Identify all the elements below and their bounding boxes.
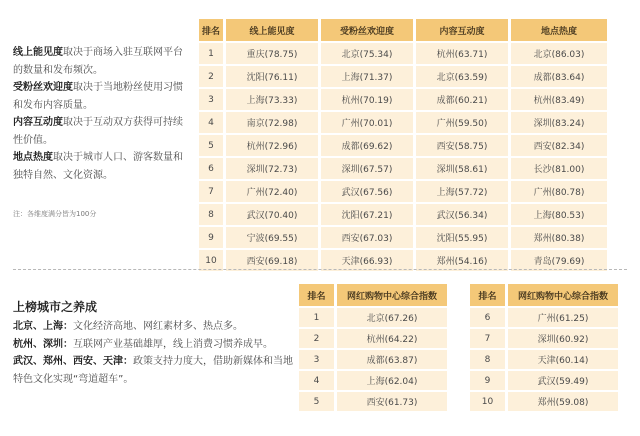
rank-cell: 1 bbox=[299, 308, 334, 327]
table-row bbox=[199, 89, 607, 110]
city-formation-description bbox=[13, 318, 298, 388]
table-cell: 上海(80.53) bbox=[511, 204, 607, 225]
table-cell: 深圳(83.24) bbox=[511, 112, 607, 133]
table-cell: 天津(60.14) bbox=[508, 350, 618, 369]
table-row bbox=[470, 392, 618, 411]
table-row bbox=[199, 112, 607, 133]
rank-cell: 9 bbox=[199, 227, 223, 248]
table-cell: 郑州(54.16) bbox=[416, 250, 508, 271]
table-cell: 北京(63.59) bbox=[416, 66, 508, 87]
table-cell: 西安(58.75) bbox=[416, 135, 508, 156]
table-cell: 重庆(78.75) bbox=[226, 43, 318, 64]
table-row bbox=[299, 308, 447, 327]
rank-cell: 4 bbox=[299, 371, 334, 390]
rank-cell: 8 bbox=[199, 204, 223, 225]
table-cell: 青岛(79.69) bbox=[511, 250, 607, 271]
definition-online-visibility: 线上能见度取决于商场入驻互联网平台的数量和发布频次。 bbox=[13, 47, 183, 76]
table-row bbox=[470, 350, 618, 369]
dimension-ranking-table bbox=[196, 17, 610, 273]
rank-cell: 5 bbox=[299, 392, 334, 411]
table-row bbox=[199, 227, 607, 248]
header-location-heat: 地点热度 bbox=[511, 19, 607, 41]
table-row bbox=[299, 329, 447, 348]
header-mall-index: 网红购物中心综合指数 bbox=[508, 284, 618, 306]
rank-cell: 4 bbox=[199, 112, 223, 133]
table-cell: 杭州(72.96) bbox=[226, 135, 318, 156]
table-cell: 武汉(59.49) bbox=[508, 371, 618, 390]
table-row bbox=[199, 204, 607, 225]
table-row bbox=[299, 392, 447, 411]
table-row bbox=[470, 308, 618, 327]
table-row bbox=[199, 181, 607, 202]
table-cell: 武汉(70.40) bbox=[226, 204, 318, 225]
rank-cell: 10 bbox=[470, 392, 505, 411]
table-cell: 广州(70.01) bbox=[321, 112, 413, 133]
table-cell: 沈阳(76.11) bbox=[226, 66, 318, 87]
rank-cell: 1 bbox=[199, 43, 223, 64]
header-content-interaction: 内容互动度 bbox=[416, 19, 508, 41]
rank-cell: 6 bbox=[199, 158, 223, 179]
table-header-row bbox=[299, 284, 447, 306]
table-cell: 深圳(58.61) bbox=[416, 158, 508, 179]
table-cell: 南京(72.98) bbox=[226, 112, 318, 133]
table-cell: 武汉(67.56) bbox=[321, 181, 413, 202]
header-rank: 排名 bbox=[299, 284, 334, 306]
table-row bbox=[199, 250, 607, 271]
table-row bbox=[470, 329, 618, 348]
table-row bbox=[199, 135, 607, 156]
table-cell: 天津(66.93) bbox=[321, 250, 413, 271]
definition-content-interaction: 内容互动度取决于互动双方获得可持续性价值。 bbox=[13, 117, 183, 146]
table-row bbox=[199, 66, 607, 87]
header-rank: 排名 bbox=[470, 284, 505, 306]
section-divider bbox=[13, 269, 627, 270]
dimension-definitions bbox=[13, 44, 191, 184]
table-cell: 广州(59.50) bbox=[416, 112, 508, 133]
table-cell: 上海(73.33) bbox=[226, 89, 318, 110]
table-cell: 西安(82.34) bbox=[511, 135, 607, 156]
city-group-wuhan-zhengzhou-xian-tianjin: 武汉、郑州、西安、天津：政策支持力度大，借助新媒体和当地特色文化实现“弯道超车”。 bbox=[13, 356, 293, 385]
table-cell: 西安(61.73) bbox=[337, 392, 447, 411]
table-cell: 杭州(70.19) bbox=[321, 89, 413, 110]
table-row bbox=[199, 158, 607, 179]
table-header-row bbox=[470, 284, 618, 306]
rank-cell: 7 bbox=[470, 329, 505, 348]
table-cell: 深圳(60.92) bbox=[508, 329, 618, 348]
rank-cell: 3 bbox=[299, 350, 334, 369]
table-cell: 郑州(59.08) bbox=[508, 392, 618, 411]
section-title: 上榜城市之养成 bbox=[13, 300, 98, 314]
table-cell: 宁波(69.55) bbox=[226, 227, 318, 248]
table-cell: 成都(63.87) bbox=[337, 350, 447, 369]
table-cell: 杭州(83.49) bbox=[511, 89, 607, 110]
table-cell: 成都(69.62) bbox=[321, 135, 413, 156]
table-cell: 郑州(80.38) bbox=[511, 227, 607, 248]
score-note: 注：各维度满分皆为100分 bbox=[13, 210, 97, 218]
header-online-visibility: 线上能见度 bbox=[226, 19, 318, 41]
table-cell: 西安(69.18) bbox=[226, 250, 318, 271]
table-cell: 广州(61.25) bbox=[508, 308, 618, 327]
header-fan-popularity: 受粉丝欢迎度 bbox=[321, 19, 413, 41]
city-group-hangzhou-shenzhen: 杭州、深圳：互联网产业基础雄厚，线上消费习惯养成早。 bbox=[13, 338, 273, 350]
table-header-row bbox=[199, 19, 607, 41]
table-cell: 成都(83.64) bbox=[511, 66, 607, 87]
table-cell: 深圳(67.57) bbox=[321, 158, 413, 179]
table-cell: 沈阳(55.95) bbox=[416, 227, 508, 248]
header-mall-index: 网红购物中心综合指数 bbox=[337, 284, 447, 306]
table-row bbox=[299, 350, 447, 369]
table-cell: 北京(67.26) bbox=[337, 308, 447, 327]
table-row bbox=[199, 43, 607, 64]
table-cell: 西安(67.03) bbox=[321, 227, 413, 248]
table-cell: 广州(72.40) bbox=[226, 181, 318, 202]
table-cell: 杭州(64.22) bbox=[337, 329, 447, 348]
table-cell: 武汉(56.34) bbox=[416, 204, 508, 225]
table-row bbox=[299, 371, 447, 390]
definition-location-heat: 地点热度取决于城市人口、游客数量和独特自然、文化资源。 bbox=[13, 152, 183, 181]
table-cell: 沈阳(67.21) bbox=[321, 204, 413, 225]
table-cell: 北京(86.03) bbox=[511, 43, 607, 64]
rank-cell: 8 bbox=[470, 350, 505, 369]
rank-cell: 9 bbox=[470, 371, 505, 390]
table-cell: 上海(57.72) bbox=[416, 181, 508, 202]
rank-cell: 2 bbox=[299, 329, 334, 348]
rank-cell: 3 bbox=[199, 89, 223, 110]
table-cell: 上海(62.04) bbox=[337, 371, 447, 390]
rank-cell: 6 bbox=[470, 308, 505, 327]
table-cell: 杭州(63.71) bbox=[416, 43, 508, 64]
header-rank: 排名 bbox=[199, 19, 223, 41]
city-group-beijing-shanghai: 北京、上海：文化经济高地、网红素材多、热点多。 bbox=[13, 321, 243, 332]
table-cell: 上海(71.37) bbox=[321, 66, 413, 87]
table-cell: 北京(75.34) bbox=[321, 43, 413, 64]
table-cell: 深圳(72.73) bbox=[226, 158, 318, 179]
mall-index-table-left bbox=[296, 282, 450, 413]
table-cell: 长沙(81.00) bbox=[511, 158, 607, 179]
rank-cell: 7 bbox=[199, 181, 223, 202]
definition-fan-popularity: 受粉丝欢迎度取决于当地粉丝使用习惯和发布内容质量。 bbox=[13, 82, 183, 111]
table-cell: 广州(80.78) bbox=[511, 181, 607, 202]
table-row bbox=[470, 371, 618, 390]
rank-cell: 5 bbox=[199, 135, 223, 156]
table-cell: 成都(60.21) bbox=[416, 89, 508, 110]
mall-index-table-right bbox=[467, 282, 621, 413]
rank-cell: 10 bbox=[199, 250, 223, 271]
rank-cell: 2 bbox=[199, 66, 223, 87]
